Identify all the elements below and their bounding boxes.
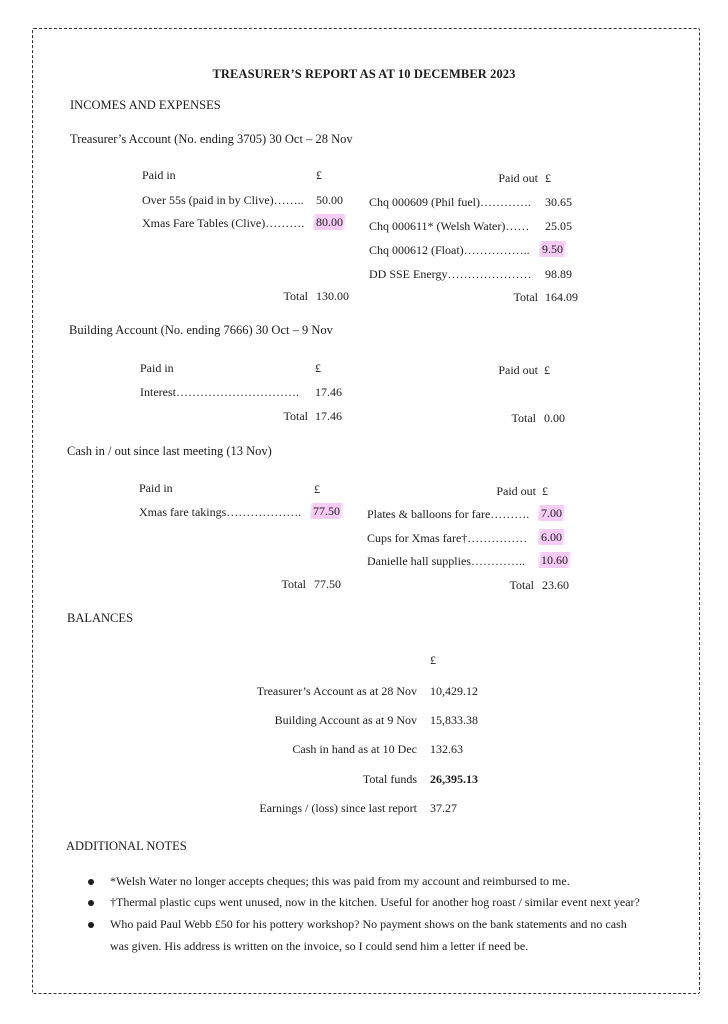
treasurer-out-row-3-label: Chq 000612 (Float)…………….. — [369, 243, 530, 257]
building-heading: Building Account (No. ending 7666) 30 Oct – 9 Nov — [69, 323, 333, 337]
cash-paid-in-label: Paid in — [139, 481, 173, 495]
building-total-in-label: Total — [283, 409, 308, 423]
note-3-line-2: was given. His address is written on the invoice, so I could send him a letter if need be. — [110, 939, 529, 953]
note-3-line-1: Who paid Paul Webb £50 for his pottery workshop? No payment shows on the bank statements and no cash — [110, 917, 627, 931]
cash-heading: Cash in / out since last meeting (13 Nov) — [67, 444, 272, 458]
treasurer-total-out: 164.09 — [545, 290, 578, 304]
building-total-in: 17.46 — [315, 409, 342, 423]
balance-total-amount: 26,395.13 — [430, 772, 478, 786]
bullet-icon — [88, 922, 94, 928]
cash-paid-in-currency: £ — [314, 482, 320, 496]
cash-total-in-label: Total — [281, 577, 306, 591]
treasurer-out-row-2-label: Chq 000611* (Welsh Water)…… — [369, 219, 530, 233]
cash-out-row-2-amount: 6.00 — [538, 530, 565, 545]
balance-row-2-amount: 15,833.38 — [430, 713, 478, 727]
incomes-heading: INCOMES AND EXPENSES — [70, 98, 221, 112]
treasurer-out-row-4-label: DD SSE Energy………………… — [369, 267, 532, 281]
treasurer-in-row-1-amount: 50.00 — [316, 193, 343, 207]
balance-row-3-label: Cash in hand as at 10 Dec — [292, 742, 417, 756]
building-paid-out-currency: £ — [544, 363, 550, 377]
treasurer-in-row-2-label: Xmas Fare Tables (Clive)………. — [142, 216, 305, 230]
balance-earnings-amount: 37.27 — [430, 801, 457, 815]
balance-earnings-label: Earnings / (loss) since last report — [259, 801, 417, 815]
treasurer-heading: Treasurer’s Account (No. ending 3705) 30 Oct – 28 Nov — [70, 132, 353, 146]
treasurer-total-out-label: Total — [513, 290, 538, 304]
cash-total-out-label: Total — [509, 578, 534, 592]
building-paid-in-label: Paid in — [140, 361, 174, 375]
building-total-out-label: Total — [511, 411, 536, 425]
cash-paid-out-label: Paid out — [496, 484, 536, 498]
treasurer-out-row-4-amount: 98.89 — [545, 267, 572, 281]
balance-row-1-label: Treasurer’s Account as at 28 Nov — [256, 684, 417, 698]
cash-total-in: 77.50 — [314, 577, 341, 591]
cash-in-row-1-label: Xmas fare takings………………. — [139, 505, 302, 519]
treasurer-paid-in-currency: £ — [316, 168, 322, 182]
cash-out-row-3-amount: 10.60 — [538, 553, 571, 568]
treasurer-total-in-label: Total — [283, 289, 308, 303]
treasurer-total-in: 130.00 — [316, 289, 349, 303]
cash-in-row-1-amount: 77.50 — [310, 504, 343, 519]
balance-row-3-amount: 132.63 — [430, 742, 463, 756]
treasurer-out-row-2-amount: 25.05 — [545, 219, 572, 233]
cash-out-row-1-amount: 7.00 — [538, 506, 565, 521]
notes-heading: ADDITIONAL NOTES — [66, 839, 187, 853]
balances-heading: BALANCES — [67, 611, 133, 625]
building-in-row-1-amount: 17.46 — [315, 385, 342, 399]
bullet-icon — [88, 900, 94, 906]
treasurer-out-row-1-amount: 30.65 — [545, 195, 572, 209]
building-in-row-1-label: Interest…………………………. — [140, 385, 299, 399]
bullet-icon — [88, 879, 94, 885]
building-paid-in-currency: £ — [315, 361, 321, 375]
balance-row-1-amount: 10,429.12 — [430, 684, 478, 698]
cash-out-row-3-label: Danielle hall supplies………….. — [367, 554, 525, 568]
treasurer-out-row-1-label: Chq 000609 (Phil fuel)…………. — [369, 195, 531, 209]
cash-paid-out-currency: £ — [542, 484, 548, 498]
balance-total-label: Total funds — [362, 772, 417, 786]
cash-out-row-2-label: Cups for Xmas fare†…………… — [367, 531, 528, 545]
building-paid-out-label: Paid out — [498, 363, 538, 377]
note-1: *Welsh Water no longer accepts cheques; this was paid from my account and reimbursed to me. — [110, 874, 570, 888]
balance-row-2-label: Building Account as at 9 Nov — [274, 713, 417, 727]
note-2: †Thermal plastic cups went unused, now in the kitchen. Useful for another hog roast / similar event next year? — [110, 895, 640, 909]
cash-total-out: 23.60 — [542, 578, 569, 592]
report-title: TREASURER’S REPORT AS AT 10 DECEMBER 2023 — [212, 67, 516, 81]
cash-out-row-1-label: Plates & balloons for fare………. — [367, 507, 530, 521]
building-total-out: 0.00 — [544, 411, 565, 425]
treasurer-in-row-1-label: Over 55s (paid in by Clive)…….. — [142, 193, 304, 207]
balances-currency: £ — [430, 653, 436, 667]
treasurer-paid-in-label: Paid in — [142, 168, 176, 182]
treasurer-paid-out-label: Paid out — [498, 171, 538, 185]
treasurer-out-row-3-amount: 9.50 — [539, 242, 566, 257]
treasurer-paid-out-currency: £ — [545, 171, 551, 185]
treasurer-in-row-2-amount: 80.00 — [313, 215, 346, 230]
